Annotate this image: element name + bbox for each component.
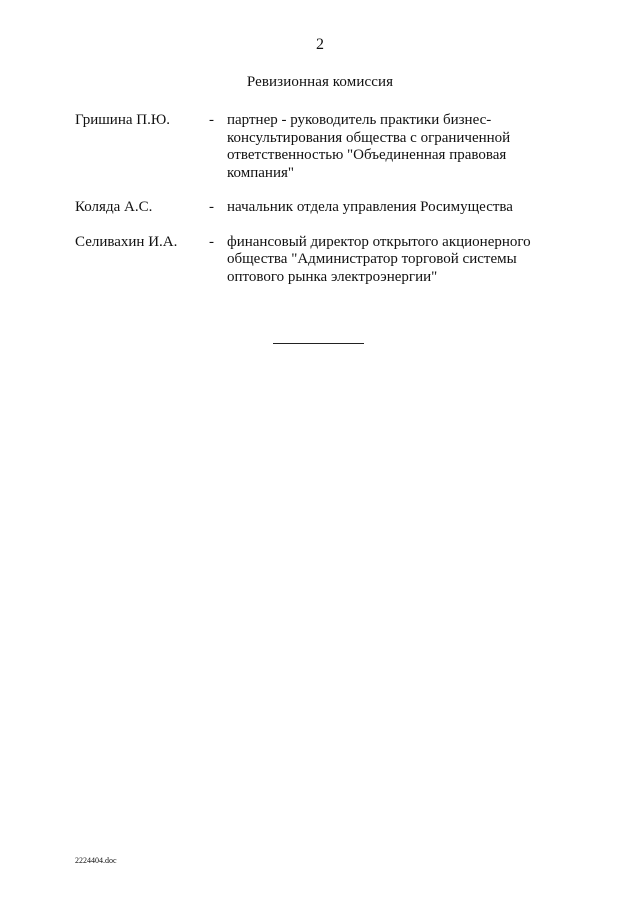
member-row [75, 199, 555, 217]
role-line: общества "Администратор торговой системы [227, 251, 517, 267]
member-list [75, 112, 555, 286]
member-dash: - [209, 199, 214, 215]
member-name: Селивахин И.А. [75, 233, 178, 250]
role-line: компания" [227, 164, 294, 181]
page-number: 2 [316, 36, 324, 53]
role-line: финансовый директор открытого акционерного [227, 233, 531, 250]
member-name: Коляда А.С. [75, 199, 153, 215]
member-role [227, 234, 557, 287]
member-row [75, 234, 555, 287]
member-name: Гришина П.Ю. [75, 112, 171, 128]
member-dash: - [209, 233, 214, 250]
footer-file-name: 2224404.doc [75, 856, 117, 865]
member-role [227, 112, 557, 182]
role-line: начальник отдела управления Росимущества [227, 199, 513, 215]
member-role [227, 199, 557, 217]
role-line: ответственностью "Объединенная правовая [227, 147, 507, 163]
role-line: партнер - руководитель практики бизнес- [227, 112, 492, 128]
role-line: оптового рынка электроэнергии" [227, 268, 438, 285]
member-dash: - [209, 112, 214, 128]
end-divider [273, 343, 364, 344]
section-title: Ревизионная комиссия [246, 74, 394, 90]
member-row [75, 112, 555, 182]
role-line: консультирования общества с ограниченной [227, 129, 511, 146]
